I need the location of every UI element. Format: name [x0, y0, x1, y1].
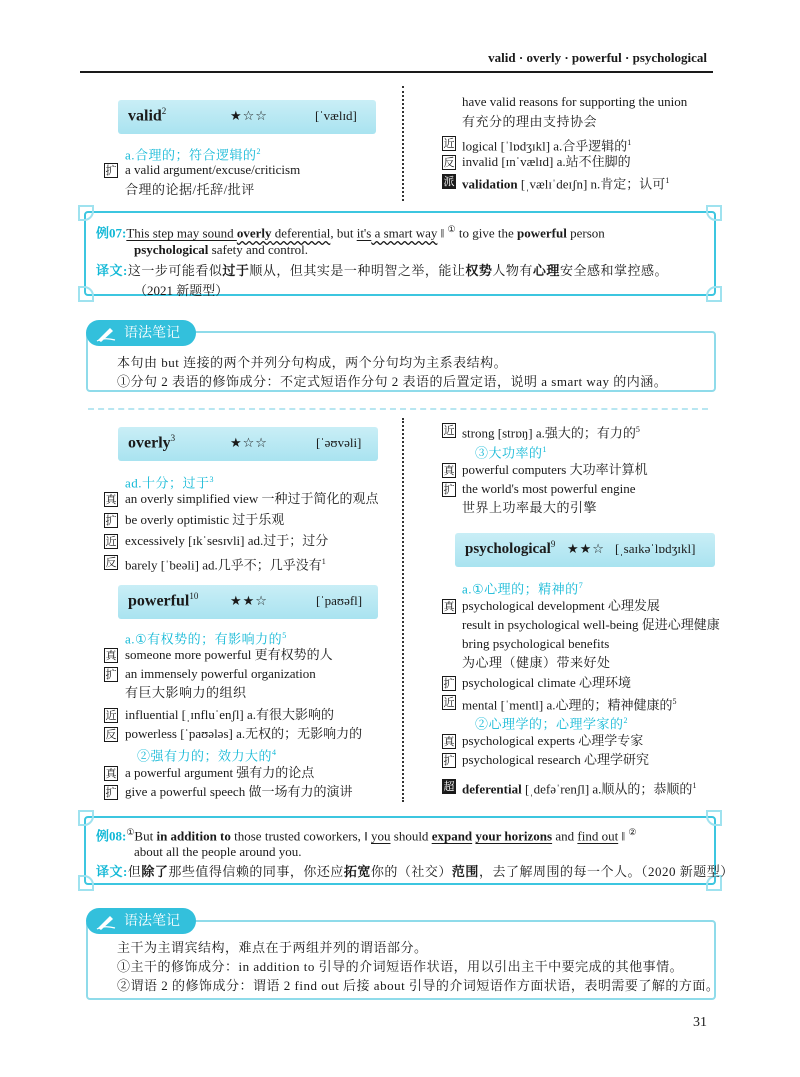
translation: 译文:这一步可能看似过于顺从，但其实是一种明智之举，能让权势人物有心理安全感和掌控感。	[96, 263, 668, 278]
sense-label: ②心理学的；心理学家的$^2$	[475, 716, 629, 732]
tag-ant: 反	[105, 728, 117, 741]
example-line: result in psychological well-being 促进心理健康	[462, 617, 720, 632]
synonym-line: strong [strɒŋ] a.强大的；有力的$^5$	[462, 425, 640, 441]
tag-real: 真	[443, 600, 455, 613]
example-translation: 有充分的理由支持协会	[462, 114, 598, 129]
ornament	[78, 875, 94, 891]
note-line: ①分句 2 表语的修饰成分：不定式短语作分句 2 表语的后置定语，说明 a smart way 的内涵。	[117, 374, 668, 389]
entry-psychological-headword-box	[455, 533, 715, 567]
example-line: give a powerful speech 做一场有力的演讲	[125, 784, 353, 799]
example-translation: 世界上功率最大的引擎	[462, 500, 598, 515]
example-line: have valid reasons for supporting the union	[462, 94, 688, 109]
ornament	[706, 286, 722, 302]
tag-syn: 近	[105, 709, 117, 722]
tag-real: 真	[105, 767, 117, 780]
source: （2021 新题型）	[134, 283, 229, 298]
tag-real: 真	[105, 493, 117, 506]
tag-ext: 扩	[105, 668, 117, 681]
example-sentence: 例07:This step may sound overly deferential, but it's a smart way ‖ ① to give the powerful person	[96, 224, 605, 241]
example-line: psychological climate 心理环境	[462, 675, 631, 690]
tag-super: 超	[443, 780, 455, 793]
frequency-stars: ★☆☆	[230, 109, 268, 124]
tag-ext: 扩	[443, 677, 455, 690]
example-line: powerful computers 大功率计算机	[462, 462, 648, 477]
entry-powerful-headword-box	[118, 585, 378, 619]
note-line: ②谓语 2 的修饰成分：谓语 2 find out 后接 about 引导的介词短语作方面状语，表明需要了解的方面。	[117, 978, 720, 993]
tag-real: 真	[443, 464, 455, 477]
running-header: valid · overly · powerful · psychological	[488, 50, 707, 65]
example-translation: 有巨大影响力的组织	[125, 685, 247, 700]
tag-syn: 近	[105, 535, 117, 548]
example-sentence: 例08:①But in addition to those trusted coworkers, ‖ you should expand your horizons and find out ‖ ②	[96, 827, 637, 844]
tag-ant: 反	[443, 156, 455, 169]
headword: powerful$^{10}$	[128, 591, 199, 610]
derivative-line: validation [ˌvælɪˈdeɪʃn] n.肯定；认可$^1$	[462, 176, 670, 192]
tag-syn: 近	[443, 696, 455, 709]
tag-ant: 反	[105, 556, 117, 569]
note-line: 主干为主谓宾结构，难点在于两组并列的谓语部分。	[117, 940, 428, 955]
example-translation: 合理的论据/托辞/批评	[125, 182, 255, 197]
example-translation: 为心理（健康）带来好处	[462, 655, 611, 670]
headword: psychological$^9$	[465, 539, 556, 557]
example-line: psychological development 心理发展	[462, 598, 660, 613]
example-line: someone more powerful 更有权势的人	[125, 647, 333, 662]
tag-ext: 扩	[443, 483, 455, 496]
phonetic: [ˈpaʊəfl]	[316, 593, 363, 608]
tag-syn: 近	[443, 137, 455, 150]
tag-ext: 扩	[105, 164, 117, 177]
sense-label: ②强有力的；效力大的$^4$	[137, 748, 277, 764]
headword: overly$^3$	[128, 433, 176, 452]
antonym-line: powerless [ˈpaʊələs] a.无权的；无影响力的	[125, 726, 363, 741]
grammar-note-tab: 语法笔记	[86, 908, 196, 934]
ornament	[706, 205, 722, 221]
example-line: psychological experts 心理学专家	[462, 733, 644, 748]
section-separator	[88, 408, 708, 410]
example-sentence-cont: about all the people around you.	[134, 844, 302, 859]
translation: 译文:但除了那些值得信赖的同事，你还应拓宽你的（社交）范围，去了解周围的每一个人。（2020 新题型）	[96, 864, 734, 879]
example-line: be overly optimistic 过于乐观	[125, 512, 285, 527]
example-line: a powerful argument 强有力的论点	[125, 765, 315, 780]
sense-label: ad.十分；过于$^3$	[125, 475, 215, 491]
synonym-line: logical [ˈlɒdʒɪkl] a.合乎逻辑的$^1$	[462, 138, 632, 154]
ornament	[78, 810, 94, 826]
tag-real: 真	[443, 735, 455, 748]
tag-der: 派	[443, 175, 455, 188]
ornament	[706, 810, 722, 826]
ornament	[78, 205, 94, 221]
synonym-line: influential [ˌɪnfluˈenʃl] a.有很大影响的	[125, 707, 335, 722]
column-divider	[398, 418, 408, 802]
phonetic: [ˈvælɪd]	[315, 108, 357, 123]
synonym-line: excessively [ɪkˈsesɪvli] ad.过于；过分	[125, 533, 329, 548]
synonym-line: mental [ˈmentl] a.心理的；精神健康的$^5$	[462, 697, 677, 713]
example-line: the world's most powerful engine	[462, 481, 636, 496]
phonetic: [ˈəʊvəli]	[316, 435, 362, 450]
pen-icon	[96, 912, 116, 930]
example-line: bring psychological benefits	[462, 636, 610, 651]
tag-syn: 近	[443, 424, 455, 437]
frequency-stars: ★★☆	[567, 542, 605, 557]
column-divider	[398, 86, 408, 201]
frequency-stars: ★☆☆	[230, 436, 268, 451]
ornament	[78, 286, 94, 302]
frequency-stars: ★★☆	[230, 594, 268, 609]
note-line: ①主干的修饰成分：in addition to 引导的介词短语作状语，用以引出主干中要完成的其他事情。	[117, 959, 684, 974]
sense-label: a.①有权势的；有影响力的$^5$	[125, 631, 287, 647]
header-rule	[80, 71, 713, 73]
example-sentence-cont: psychological safety and control.	[134, 242, 309, 257]
phonetic: [ˌsaɪkəˈlɒdʒɪkl]	[615, 541, 696, 556]
example-line: an immensely powerful organization	[125, 666, 316, 681]
tag-ext: 扩	[443, 754, 455, 767]
grammar-note-tab: 语法笔记	[86, 320, 196, 346]
antonym-line: invalid [ɪnˈvælɪd] a.站不住脚的	[462, 154, 631, 169]
tag-ext: 扩	[105, 514, 117, 527]
example-line: an overly simplified view 一种过于简化的观点	[125, 491, 379, 506]
entry-valid-headword-box	[118, 100, 376, 134]
tag-real: 真	[105, 649, 117, 662]
sense-label: a.合理的；符合逻辑的$^2$	[125, 147, 262, 163]
example-line: a valid argument/excuse/criticism	[125, 162, 301, 177]
sense-label: ③大功率的$^1$	[475, 445, 548, 461]
tag-ext: 扩	[105, 786, 117, 799]
page-number: 31	[693, 1015, 707, 1030]
super-word-line: deferential [ˌdefəˈrenʃl] a.顺从的；恭顺的$^1$	[462, 781, 697, 797]
pen-icon	[96, 324, 116, 342]
antonym-line: barely [ˈbeəli] ad.几乎不；几乎没有$^1$	[125, 557, 326, 573]
example-line: psychological research 心理学研究	[462, 752, 650, 767]
note-line: 本句由 but 连接的两个并列分句构成，两个分句均为主系表结构。	[117, 355, 508, 370]
sense-label: a.①心理的；精神的$^7$	[462, 581, 584, 597]
headword: valid$^2$	[128, 106, 167, 125]
entry-overly-headword-box	[118, 427, 378, 461]
